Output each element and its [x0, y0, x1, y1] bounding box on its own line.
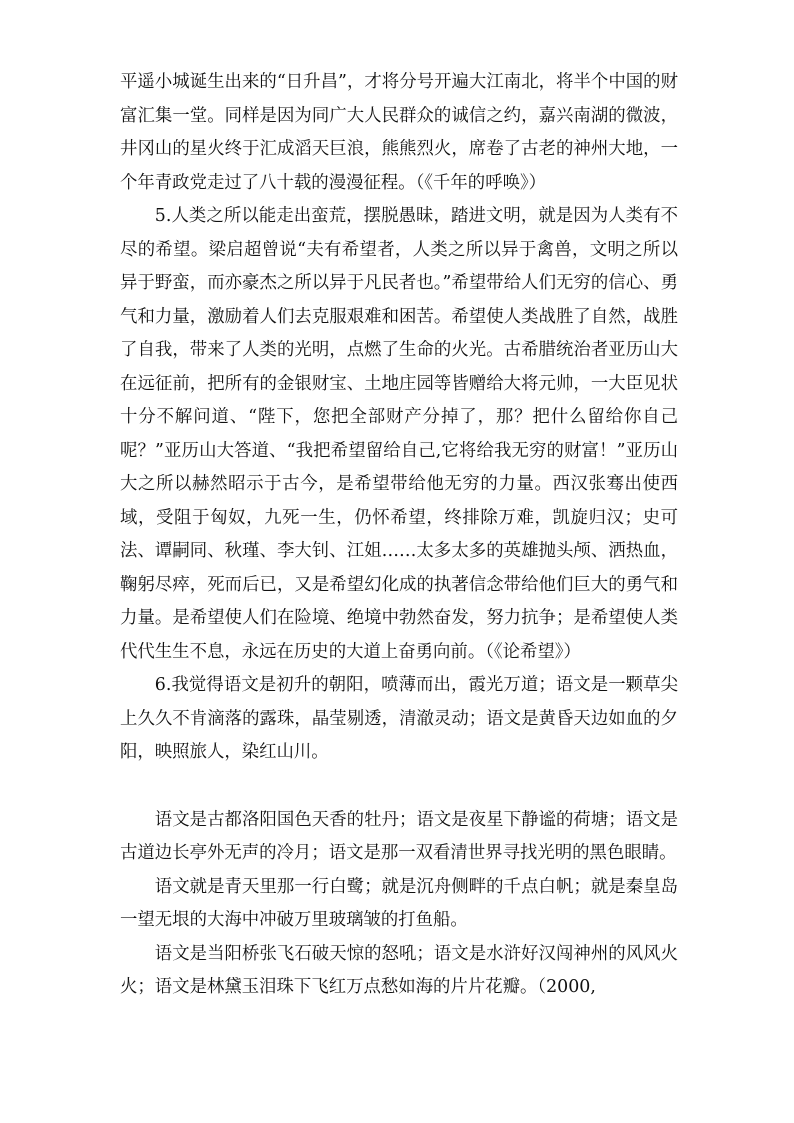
paragraph-9: 语文是当阳桥张飞石破天惊的怒吼；语文是水浒好汉闯神州的风风火火；语文是林黛玉泪珠下飞红万点愁如海的片片花瓣。（2000,	[120, 943, 678, 997]
paragraph-continuation: 平遥小城诞生出来的“日升昌”，才将分号开遍大江南北，将半个中国的财富汇集一堂。同样是因为同广大人民群众的诚信之约，嘉兴南湖的微波，井冈山的星火终于汇成滔天巨浪，熊熊烈火，席卷了古老的神州大地，一个年青政党走过了八十载的漫漫征程。（《千年的呼唤》）	[120, 72, 678, 193]
paragraph-8: 语文就是青天里那一行白鹭；就是沉舟侧畔的千点白帆；就是秦皇岛一望无垠的大海中冲破万里玻璃皱的打鱼船。	[120, 876, 678, 930]
paragraph-5: 5.人类之所以能走出蛮荒，摆脱愚昧，踏进文明，就是因为人类有不尽的希望。梁启超曾说“夫有希望者，人类之所以异于禽兽，文明之所以异于野蛮，而亦豪杰之所以异于凡民者也。”希望带给人们无穷的信心、勇气和力量，激励着人们去克服艰难和困苦。希望使人类战胜了自然，战胜了自我，带来了人类的光明，点燃了生命的火光。古希腊统治者亚历山大在远征前，把所有的金银财宝、土地庄园等皆赠给大将元帅，一大臣见状十分不解问道、“陛下，您把全部财产分掉了，那？把什么留给你自己呢？”亚历山大答道、“我把希望留给自己,它将给我无穷的财富！”亚历山大之所以赫然昭示于古今，是希望带给他无穷的力量。西汉张骞出使西域，受阻于匈奴，九死一生，仍怀希望，终排除万难，凯旋归汉；史可法、谭嗣同、秋瑾、李大钊、江姐……太多太多的英雄抛头颅、洒热血，鞠躬尽瘁，死而后已，又是希望幻化成的执著信念带给他们巨大的勇气和力量。是希望使人们在险境、绝境中勃然奋发，努力抗争；是希望使人类代代生生不息，永远在历史的大道上奋勇向前。（《论希望》）	[120, 206, 678, 662]
document-body	[120, 66, 678, 1005]
paragraph-7: 语文是古都洛阳国色天香的牡丹；语文是夜星下静谧的荷塘；语文是古道边长亭外无声的冷月；语文是那一双看清世界寻找光明的黑色眼睛。	[120, 809, 678, 863]
blank-line	[120, 770, 678, 804]
paragraph-6: 6.我觉得语文是初升的朝阳，喷薄而出，霞光万道；语文是一颗草尖上久久不肯滴落的露珠，晶莹剔透，清澈灵动；语文是黄昏天边如血的夕阳，映照旅人，染红山川。	[120, 675, 678, 762]
